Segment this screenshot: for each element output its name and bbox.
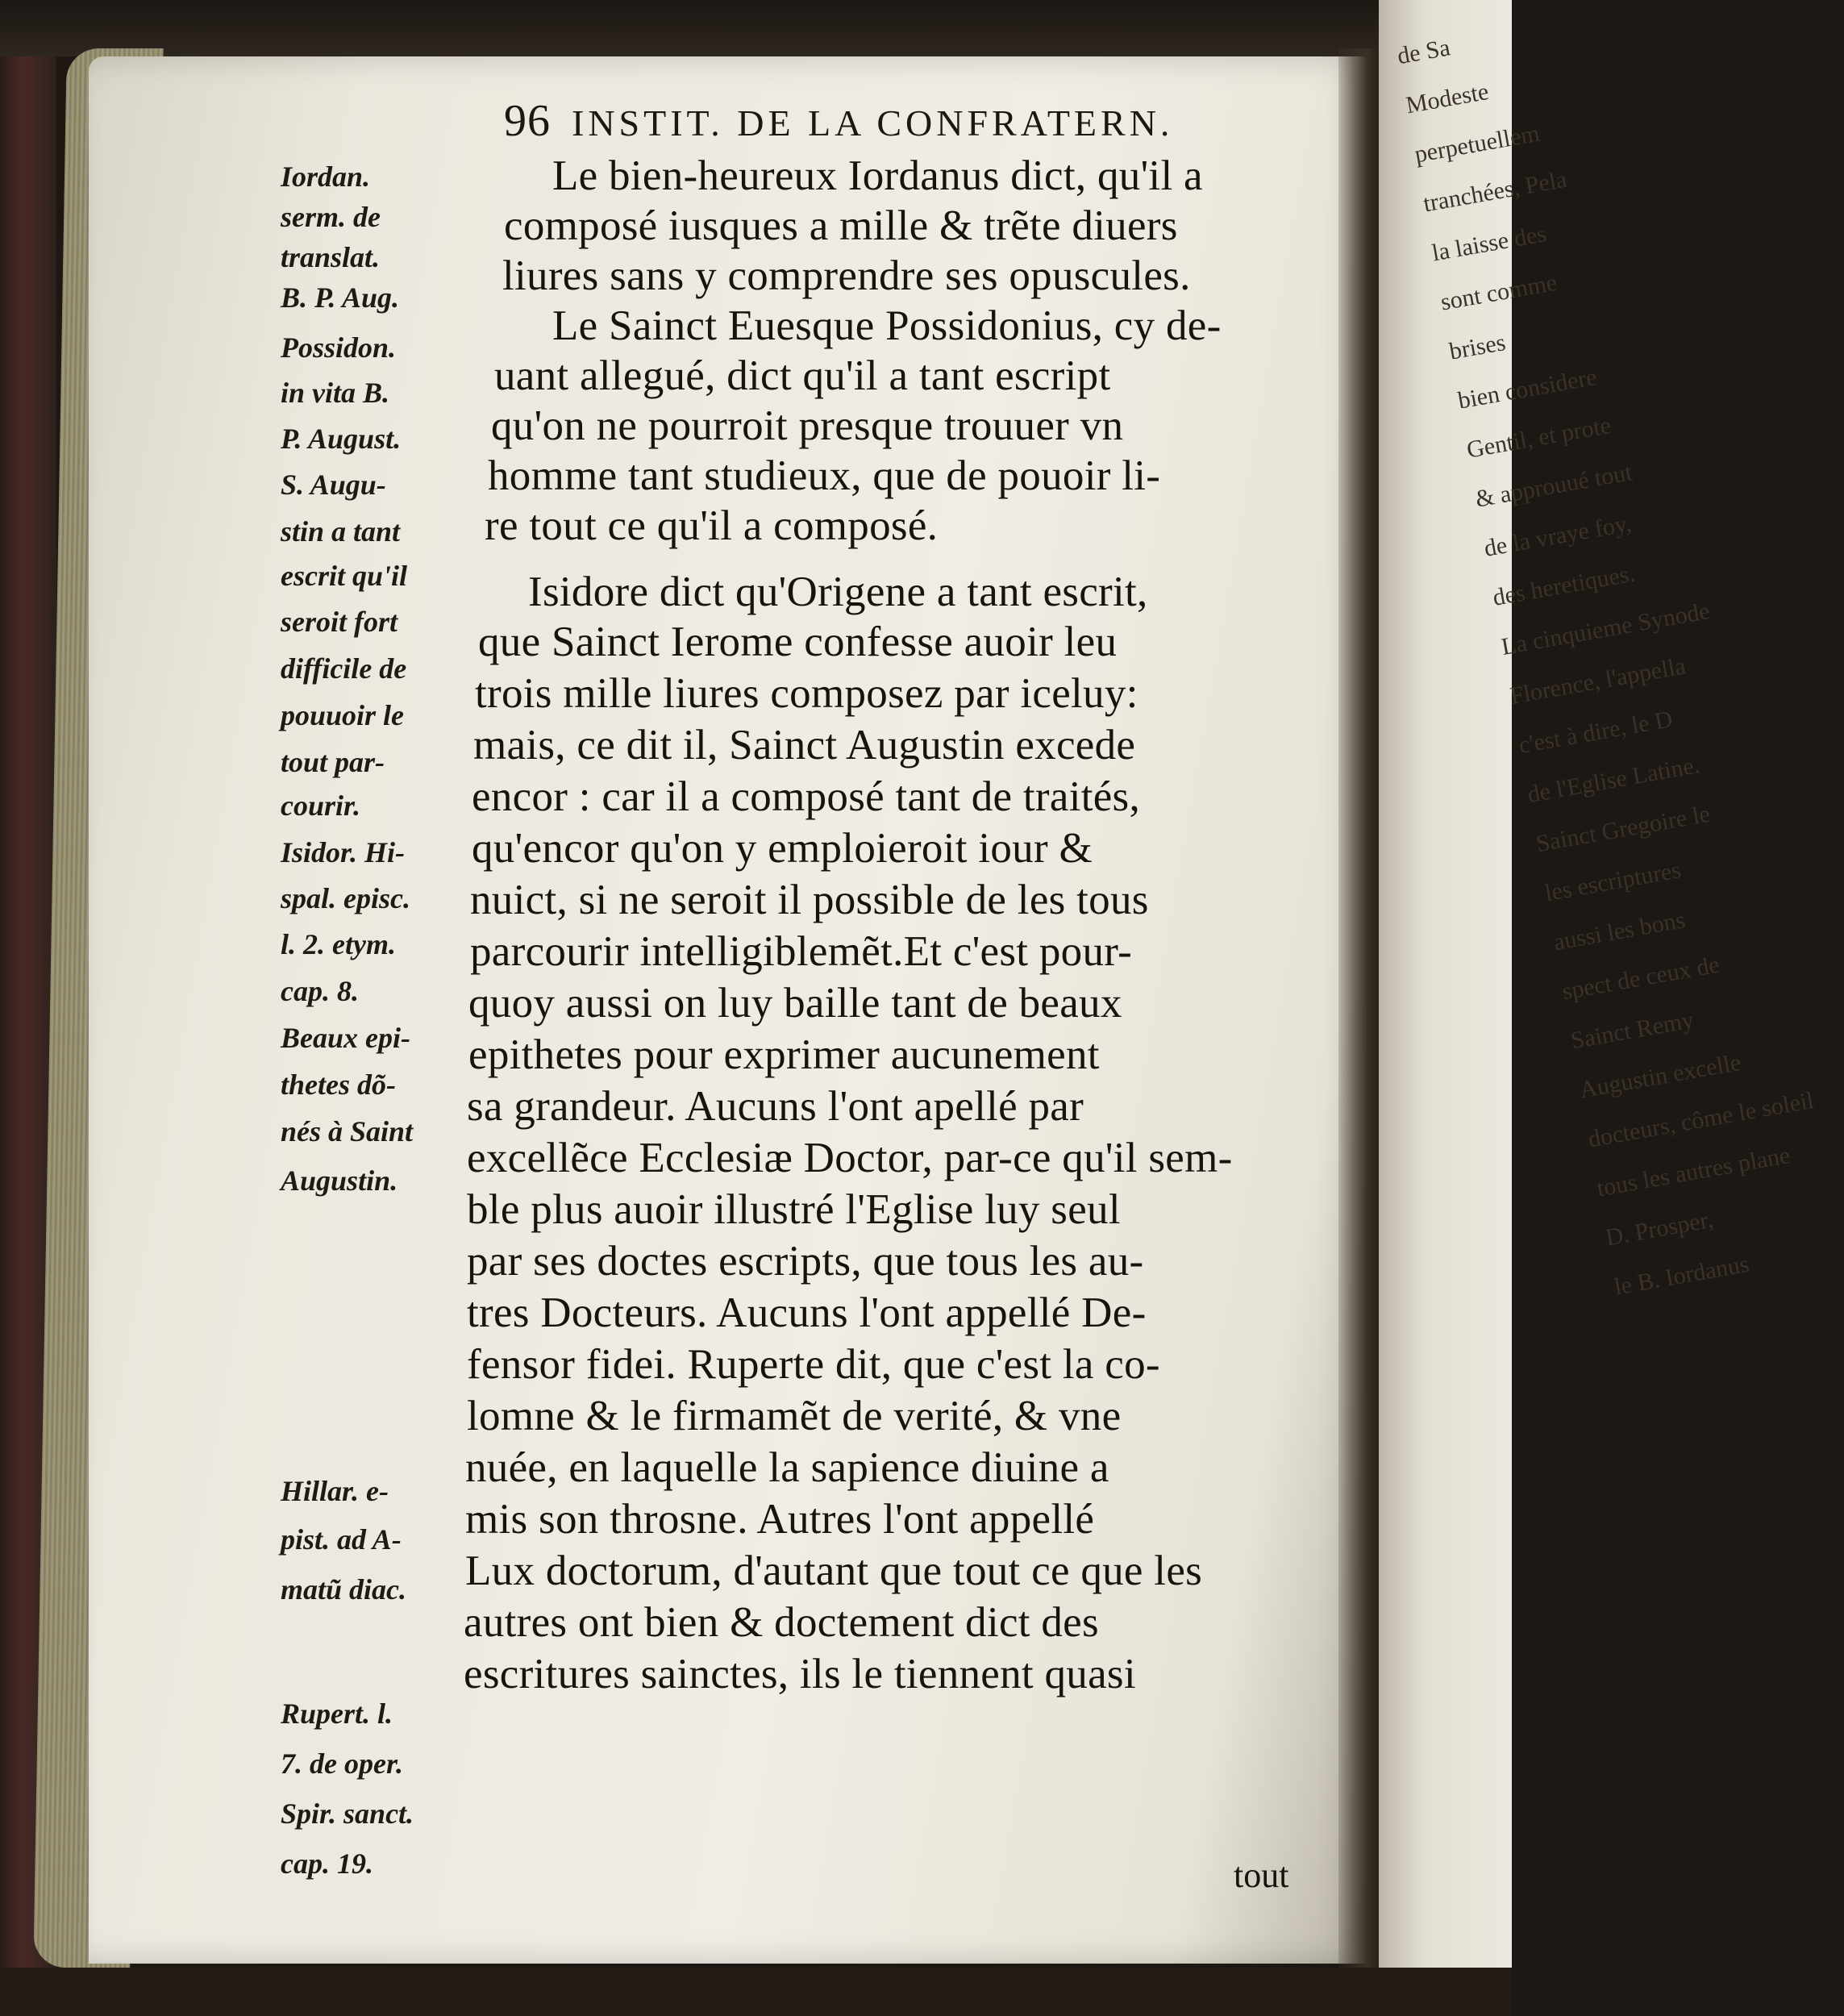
- page-number: 96: [504, 96, 551, 146]
- text-line: nuict, si ne seroit il possible de les tous: [470, 877, 1149, 923]
- facing-line: de Sa: [1395, 34, 1452, 70]
- running-title: INSTIT. DE LA CONFRATERN.: [572, 102, 1174, 144]
- facing-line: tous les autres plane: [1595, 1142, 1792, 1202]
- facing-line: Augustin excelle: [1577, 1048, 1743, 1104]
- margin-note-line: Augustin.: [281, 1164, 398, 1197]
- text-line: encor : car il a composé tant de traités,: [472, 773, 1141, 820]
- text-line: sa grandeur. Aucuns l'ont apellé par: [467, 1083, 1084, 1130]
- margin-note-line: pist. ad A-: [281, 1523, 402, 1556]
- facing-line: des heretiques.: [1490, 560, 1638, 611]
- margin-note-line: S. Augu-: [281, 469, 386, 501]
- margin-note-line: courir.: [281, 789, 361, 822]
- margin-note-line: Beaux epi-: [281, 1022, 410, 1054]
- text-line: composé iusques a mille & trẽte diuers: [504, 202, 1178, 249]
- margin-note-line: thetes dõ-: [281, 1068, 396, 1101]
- margin-note-line: in vita B.: [281, 377, 390, 409]
- facing-line: Modeste: [1404, 77, 1491, 119]
- text-line: Le bien-heureux Iordanus dict, qu'il a: [552, 152, 1203, 199]
- facing-line: & approuué tout: [1473, 459, 1634, 513]
- margin-note-line: cap. 8.: [281, 975, 359, 1007]
- facing-line: La cinquieme Synode: [1499, 598, 1712, 660]
- text-line: liures sans y comprendre ses opuscules.: [502, 252, 1191, 299]
- running-head: [504, 95, 1334, 147]
- text-line: trois mille liures composez par iceluy:: [475, 670, 1138, 717]
- text-line: lomne & le firmamẽt de verité, & vne: [467, 1393, 1122, 1439]
- facing-line: de la vraye foy,: [1482, 510, 1634, 562]
- text-line: escritures sainctes, ils le tiennent quasi: [464, 1651, 1136, 1697]
- facing-line: le B. Iordanus: [1612, 1250, 1751, 1301]
- book-page-recto: [1379, 0, 1816, 1968]
- facing-line: sont comme: [1438, 269, 1559, 316]
- margin-note-line: Spir. sanct.: [281, 1797, 414, 1830]
- text-line: tres Docteurs. Aucuns l'ont appellé De-: [467, 1289, 1147, 1336]
- text-line: Le Sainct Euesque Possidonius, cy de-: [552, 302, 1222, 349]
- margin-note-line: stin a tant: [281, 515, 401, 548]
- text-line: que Sainct Ierome confesse auoir leu: [478, 619, 1118, 665]
- margin-note-line: 7. de oper.: [281, 1747, 403, 1780]
- margin-note-line: Iordan.: [281, 160, 371, 193]
- margin-note-line: escrit qu'il: [281, 560, 408, 592]
- margin-note-line: pouuoir le: [281, 699, 405, 731]
- text-line: par ses doctes escripts, que tous les au-: [467, 1238, 1144, 1285]
- facing-line: Florence, l'appella: [1508, 652, 1688, 710]
- facing-line: docteurs, côme le soleil: [1586, 1086, 1816, 1153]
- facing-line: les escriptures: [1542, 856, 1684, 907]
- text-line: Lux doctorum, d'autant que tout ce que les: [465, 1547, 1203, 1594]
- text-line: autres ont bien & doctement dict des: [464, 1599, 1099, 1646]
- facing-line: la laisse des: [1430, 220, 1549, 267]
- facing-line: tranchées, Pela: [1421, 165, 1569, 218]
- text-line: qu'on ne pourroit presque trouuer vn: [491, 402, 1124, 449]
- text-line: quoy aussi on luy baille tant de beaux: [468, 980, 1122, 1027]
- margin-note-line: spal. episc.: [281, 882, 410, 914]
- text-line: mis son throsne. Autres l'ont appellé: [465, 1496, 1095, 1543]
- margin-note-line: translat.: [281, 241, 381, 273]
- text-line: qu'encor qu'on y emploieroit iour &: [472, 825, 1093, 872]
- facing-line: spect de ceux de: [1559, 951, 1722, 1006]
- facing-line: aussi les bons: [1551, 906, 1688, 956]
- text-line: uant allegué, dict qu'il a tant escript: [494, 352, 1111, 399]
- facing-page-text: [1393, 11, 1816, 1313]
- text-line: parcourir intelligiblemẽt.Et c'est pour-: [470, 928, 1133, 975]
- margin-note-line: nés à Saint: [281, 1115, 414, 1148]
- catchword: tout: [1234, 1856, 1289, 1895]
- facing-line: Sainct Remy: [1568, 1006, 1696, 1055]
- facing-line: brises: [1447, 328, 1508, 365]
- margin-note-line: Hillar. e-: [281, 1475, 389, 1507]
- margin-note-line: Possidon.: [281, 331, 397, 364]
- text-line: fensor fidei. Ruperte dit, que c'est la co-: [467, 1341, 1160, 1388]
- margin-note-line: tout par-: [281, 746, 385, 778]
- photo-top-edge: [0, 0, 1512, 56]
- margin-note-line: matũ diac.: [281, 1573, 407, 1606]
- margin-note-line: Isidor. Hi-: [281, 836, 406, 868]
- facing-line: D. Prosper,: [1603, 1206, 1716, 1252]
- facing-line: c'est à dire, le D: [1517, 706, 1675, 760]
- text-line: excellẽce Ecclesiæ Doctor, par-ce qu'il sem-: [467, 1135, 1233, 1181]
- text-line: Isidore dict qu'Origene a tant escrit,: [528, 569, 1148, 615]
- margin-note-line: serm. de: [281, 201, 381, 233]
- text-line: re tout ce qu'il a composé.: [485, 502, 939, 549]
- facing-line: perpetuellem: [1412, 119, 1542, 169]
- facing-line: Sainct Gregoire le: [1534, 800, 1713, 858]
- text-line: ble plus auoir illustré l'Eglise luy seul: [467, 1186, 1121, 1233]
- margin-note-line: P. August.: [281, 423, 402, 455]
- text-line: homme tant studieux, que de pouoir li-: [488, 452, 1161, 499]
- facing-line: bien considere: [1455, 363, 1599, 414]
- text-line: mais, ce dit il, Sainct Augustin excede: [473, 722, 1136, 768]
- text-line: epithetes pour exprimer aucunement: [468, 1031, 1100, 1078]
- facing-line: de l'Eglise Latine.: [1525, 752, 1702, 809]
- margin-note-line: B. P. Aug.: [281, 281, 400, 314]
- facing-line: Gentil, et prote: [1464, 411, 1613, 464]
- margin-note-line: difficile de: [281, 652, 407, 685]
- margin-note-line: Rupert. l.: [281, 1697, 393, 1730]
- margin-note-line: seroit fort: [281, 606, 398, 638]
- text-line: nuée, en laquelle la sapience diuine a: [465, 1444, 1109, 1491]
- margin-note-line: l. 2. etym.: [281, 928, 396, 960]
- photo-bottom-edge: [0, 1968, 1512, 2016]
- margin-note-line: cap. 19.: [281, 1847, 373, 1880]
